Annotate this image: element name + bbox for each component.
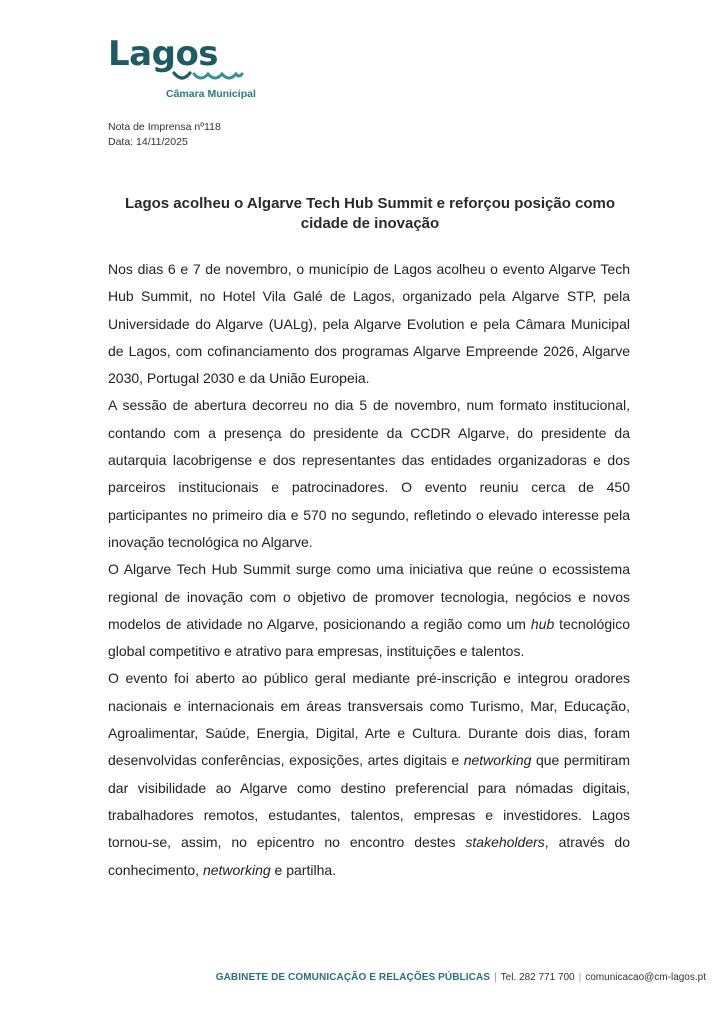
footer-department: GABINETE DE COMUNICAÇÃO E RELAÇÕES PÚBLICAS: [215, 972, 491, 983]
paragraph-text: O evento foi aberto ao público geral mediante pré-inscrição e integrou oradores nacionais e internacionais em áreas transversais como Turismo, Mar, Educação, Agroalimentar, Saúde, Energia, Digital, Arte e Cultura. Durante dois dias, foram desenvolvidas conferências, exposições, artes digitais e: [108, 670, 630, 769]
footer-separator: |: [494, 972, 497, 983]
logo-subtitle: Câmara Municipal: [166, 88, 256, 100]
body-paragraph: [108, 556, 630, 665]
paragraph-text: tecnológico global competitivo e atrativo para empresas, instituições e talentos.: [108, 615, 631, 660]
wave-1: [174, 73, 190, 78]
italic-term: networking: [463, 752, 532, 769]
document-title: Lagos acolheu o Algarve Tech Hub Summit e reforçou posição como cidade de inovação: [124, 195, 616, 232]
footer-email[interactable]: comunicacao@cm-lagos.pt: [585, 972, 706, 983]
paragraph-text: Nos dias 6 e 7 de novembro, o município de Lagos acolheu o evento Algarve Tech Hub Summit, no Hotel Vila Galé de Lagos, organizado pela Algarve STP, pela Universidade do Algarve (UALg), pela Algarve Evolution e pela Câmara Municipal de Lagos, com cofinanciamento dos programas Algarve Empreende 2026, Algarve 2030, Portugal 2030 e da União Europeia.: [108, 261, 630, 387]
document-body: [108, 256, 630, 884]
footer-separator: |: [578, 972, 582, 983]
cm-lagos-logo: [108, 34, 256, 106]
press-note-number: Nota de Imprensa nº118: [108, 121, 221, 133]
body-paragraph: [108, 256, 630, 392]
paragraph-text: , através do conhecimento,: [108, 834, 630, 878]
paragraph-text: A sessão de abertura decorreu no dia 5 de novembro, num formato institucional, contando com a presença do presidente da CCDR Algarve, do presidente da autarquia lacobrigense e dos representantes das entidades organizadoras e dos parceiros institucionais e patrocinadores. O evento reuniu cerca de 450 participantes no primeiro dia e 570 no segundo, refletindo o elevado interesse pela inovação tecnológica no Algarve.: [108, 397, 630, 550]
italic-term: hub: [530, 615, 555, 632]
press-date: Data: 14/11/2025: [108, 136, 188, 148]
paragraph-text: O Algarve Tech Hub Summit surge como uma iniciativa que reúne o ecossistema regional de inovação com o objetivo de promover tecnologia, negócios e novos modelos de atividade no Algarve, posicionando a região como um: [108, 561, 630, 632]
press-meta: [108, 120, 221, 150]
italic-term: networking: [202, 861, 271, 878]
paragraph-text: que permitiram dar visibilidade ao Algarve como destino preferencial para nómadas digitais, trabalhadores remotos, estudantes, talentos, empresas e investidores. Lagos tornou-se, assim, no epicentro no encontro destes: [108, 752, 630, 851]
paragraph-text: e partilha.: [270, 861, 337, 878]
wave-2: [194, 74, 242, 78]
body-paragraph: [108, 665, 630, 883]
logo-wordmark: Lagos: [108, 34, 219, 74]
italic-term: stakeholders: [465, 834, 545, 851]
footer-phone[interactable]: Tel. 282 771 700: [500, 972, 575, 983]
body-paragraph: [108, 392, 630, 556]
footer-contact: [216, 972, 706, 983]
waves-icon: [172, 70, 244, 86]
